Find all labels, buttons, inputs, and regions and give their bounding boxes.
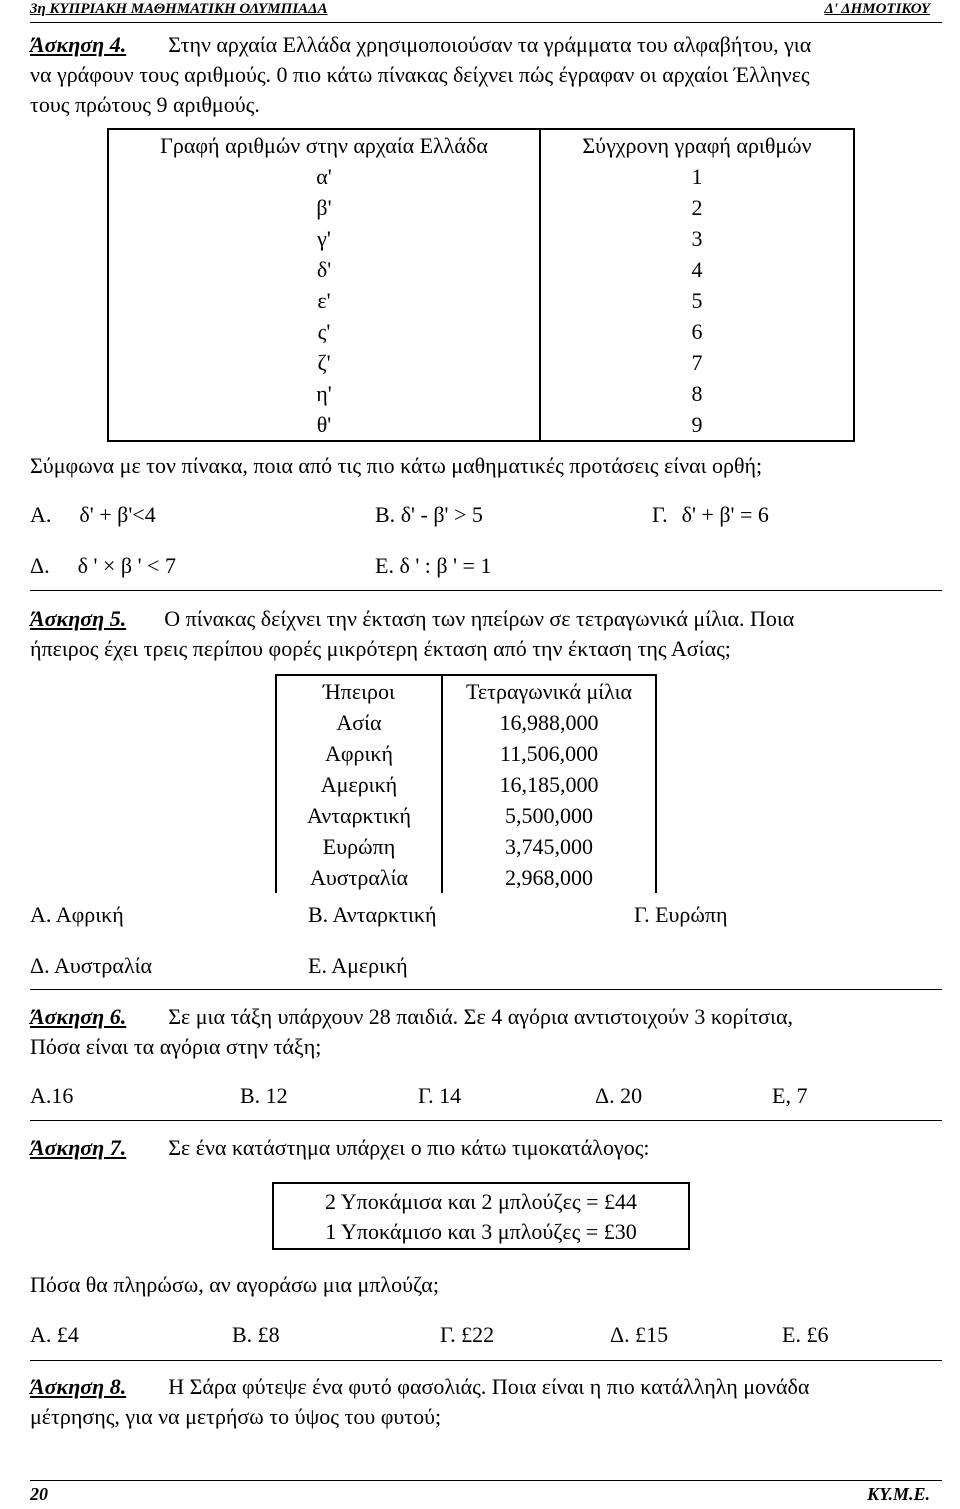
page-header (30, 0, 930, 22)
exercise-5-text (30, 604, 935, 664)
ex7-option-b[interactable]: Β. £8 (232, 1322, 280, 1347)
price-list-box (272, 1182, 690, 1250)
table-cell: α' (108, 161, 540, 192)
price-list-line: 2 Υποκάμισα και 2 μπλούζες = £44 (325, 1189, 637, 1214)
table-cell: 11,506,000 (442, 738, 656, 769)
table-row (108, 223, 854, 254)
option-key: Ε. (308, 953, 327, 978)
exercise-8-line2: μέτρησης, για να μετρήσω το ύψος του φυτού; (30, 1404, 442, 1429)
greek-numerals-table (107, 128, 855, 442)
table-cell: 6 (540, 316, 854, 347)
table-row (108, 161, 854, 192)
exercise-4-line1: Στην αρχαία Ελλάδα χρησιμοποιούσαν τα γράμματα του αλφαβήτου, για (168, 32, 812, 57)
ex6-option-e[interactable]: Ε, 7 (772, 1083, 808, 1108)
section-divider (30, 989, 942, 990)
exercise-7-text (30, 1133, 935, 1163)
option-key: Β. (308, 902, 329, 927)
table-cell: 3,745,000 (442, 831, 656, 862)
exercise-4-label: Άσκηση 4. (30, 32, 127, 57)
exercise-4-question: Σύμφωνα με τον πίνακα, ποια από τις πιο κάτω μαθηματικές προτάσεις είναι ορθή; (30, 453, 763, 478)
table-cell: 16,988,000 (442, 707, 656, 738)
ex4-option-d[interactable] (30, 553, 176, 579)
option-key: Α. (30, 902, 52, 927)
table-cell: 7 (540, 347, 854, 378)
ex5-option-b[interactable] (308, 902, 436, 928)
ex7-option-e[interactable]: Ε. £6 (782, 1322, 829, 1347)
ex5-option-a[interactable] (30, 902, 124, 928)
option-key: Γ. (634, 902, 650, 927)
option-text: Αυστραλία (53, 953, 153, 978)
table-cell: 16,185,000 (442, 769, 656, 800)
option-key: Β. (375, 502, 396, 527)
continents-area-table (275, 674, 657, 893)
exercise-8-text (30, 1372, 935, 1432)
ex7-option-d[interactable]: Δ. £15 (610, 1322, 669, 1347)
table-header-row (108, 129, 854, 161)
exercise-7-label: Άσκηση 7. (30, 1135, 127, 1160)
option-text: Ανταρκτική (332, 902, 437, 927)
table-row (108, 409, 854, 441)
ex6-option-d[interactable]: Δ. 20 (595, 1083, 643, 1108)
option-text: Ευρώπη (655, 902, 728, 927)
option-key: Δ. (30, 553, 50, 578)
footer-rule (30, 1480, 942, 1481)
option-key: Ε. (375, 553, 394, 578)
table-cell: 2,968,000 (442, 862, 656, 893)
exercise-8-label: Άσκηση 8. (30, 1374, 127, 1399)
table-row (108, 316, 854, 347)
ex6-option-c[interactable]: Γ. 14 (418, 1083, 462, 1108)
table-row (276, 800, 656, 831)
table-cell: γ' (108, 223, 540, 254)
ex7-option-a[interactable]: Α. £4 (30, 1322, 79, 1347)
table-cell: δ' (108, 254, 540, 285)
table-row (108, 347, 854, 378)
table-cell: 4 (540, 254, 854, 285)
table-row (276, 738, 656, 769)
table-cell: ς' (108, 316, 540, 347)
ex4-option-c[interactable] (652, 502, 769, 528)
option-text: δ ' × β ' < 7 (77, 553, 176, 578)
table-cell: η' (108, 378, 540, 409)
table-cell: Αμερική (276, 769, 442, 800)
table-cell: 3 (540, 223, 854, 254)
table-cell: Ευρώπη (276, 831, 442, 862)
exercise-6-text (30, 1002, 935, 1062)
exercise-7-line1: Σε ένα κατάστημα υπάρχει ο πιο κάτω τιμοκατάλογος: (168, 1135, 650, 1160)
table-cell: 5,500,000 (442, 800, 656, 831)
table-header-cell: Σύγχρονη γραφή αριθμών (540, 129, 854, 161)
page-footer (30, 1484, 930, 1506)
option-text: δ' - β' > 5 (400, 502, 483, 527)
table-row (276, 769, 656, 800)
table-cell: 1 (540, 161, 854, 192)
footer-organization: ΚΥ.Μ.Ε. (867, 1484, 930, 1504)
table-cell: ε' (108, 285, 540, 316)
exercise-4-text (30, 30, 935, 120)
ex6-option-b[interactable]: Β. 12 (240, 1083, 288, 1108)
table-cell: 5 (540, 285, 854, 316)
exercise-6-line2: Πόσα είναι τα αγόρια στην τάξη; (30, 1034, 322, 1059)
exercise-6-label: Άσκηση 6. (30, 1004, 127, 1029)
option-text: δ' + β' = 6 (681, 502, 769, 527)
ex4-option-e[interactable] (375, 553, 491, 579)
ex5-option-e[interactable] (308, 953, 408, 979)
exercise-7-question: Πόσα θα πληρώσω, αν αγοράσω μια μπλούζα; (30, 1272, 439, 1297)
ex7-option-c[interactable]: Γ. £22 (440, 1322, 495, 1347)
header-grade: Δ' ΔΗΜΟΤΙΚΟΥ (824, 1, 930, 17)
exercise-4-line2: να γράφουν τους αριθμούς. 0 πιο κάτω πίνακας δείχνει πώς έγραφαν οι αρχαίοι Έλληνες (30, 62, 810, 87)
option-text: δ' + β'<4 (79, 502, 156, 527)
table-cell: Αυστραλία (276, 862, 442, 893)
table-header-row (276, 675, 656, 707)
section-divider (30, 1120, 942, 1121)
table-row (108, 285, 854, 316)
exercise-8-line1: Η Σάρα φύτεψε ένα φυτό φασολιάς. Ποια είναι η πιο κατάλληλη μονάδα (168, 1374, 810, 1399)
table-header-cell: Γραφή αριθμών στην αρχαία Ελλάδα (108, 129, 540, 161)
section-divider (30, 590, 942, 591)
header-olympiad-title: 3η ΚΥΠΡΙΑΚΗ ΜΑΘΗΜΑΤΙΚΗ ΟΛΥΜΠΙΑΔΑ (30, 1, 328, 17)
ex4-option-b[interactable] (375, 502, 483, 528)
exercise-5-line1: Ο πίνακας δείχνει την έκταση των ηπείρων σε τετραγωνικά μίλια. Ποια (164, 606, 795, 631)
table-row (276, 831, 656, 862)
table-cell: Ανταρκτική (276, 800, 442, 831)
option-text: Αμερική (331, 953, 408, 978)
table-row (108, 254, 854, 285)
table-cell: 8 (540, 378, 854, 409)
page-number: 20 (30, 1484, 48, 1504)
option-text: δ ' : β ' = 1 (399, 553, 492, 578)
section-divider (30, 1360, 942, 1361)
table-cell: θ' (108, 409, 540, 441)
ex4-option-a[interactable] (30, 502, 156, 528)
exercise-6-line1: Σε μια τάξη υπάρχουν 28 παιδιά. Σε 4 αγόρια αντιστοιχούν 3 κορίτσια, (168, 1004, 793, 1029)
table-header-cell: Ήπειροι (276, 675, 442, 707)
table-row (108, 378, 854, 409)
option-key: Α. (30, 502, 52, 527)
exercise-4-line3: τους πρώτους 9 αριθμούς. (30, 92, 260, 117)
option-key: Δ. (30, 953, 50, 978)
option-key: Γ. (652, 502, 668, 527)
table-row (108, 192, 854, 223)
table-row (276, 862, 656, 893)
table-cell: 2 (540, 192, 854, 223)
exercise-5-line2: ήπειρος έχει τρεις περίπου φορές μικρότερη έκταση από την έκταση της Ασίας; (30, 636, 731, 661)
exercise-5-label: Άσκηση 5. (30, 606, 127, 631)
table-cell: Ασία (276, 707, 442, 738)
table-row (276, 707, 656, 738)
ex5-option-d[interactable] (30, 953, 152, 979)
header-rule (30, 22, 942, 23)
ex6-option-a[interactable]: Α.16 (30, 1083, 74, 1108)
option-text: Αφρική (55, 902, 124, 927)
table-cell: β' (108, 192, 540, 223)
price-list-line: 1 Υποκάμισο και 3 μπλούζες = £30 (325, 1219, 637, 1244)
ex5-option-c[interactable] (634, 902, 727, 928)
table-cell: 9 (540, 409, 854, 441)
table-header-cell: Τετραγωνικά μίλια (442, 675, 656, 707)
table-cell: ζ' (108, 347, 540, 378)
table-cell: Αφρική (276, 738, 442, 769)
